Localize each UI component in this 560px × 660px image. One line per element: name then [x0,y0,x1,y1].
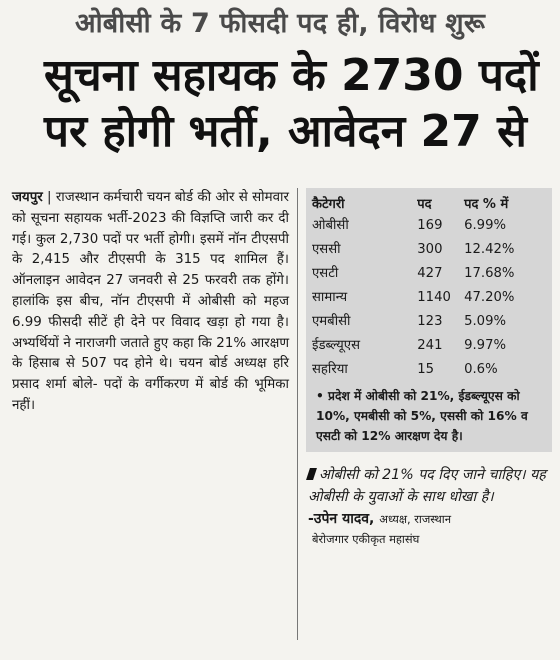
quote-name: -उपेन यादव, [308,511,375,527]
posts-cell: 241 [417,338,443,353]
table-header-row [312,192,546,214]
quote-marker-icon [306,468,317,480]
table-row [312,334,546,358]
table-row [312,310,546,334]
posts-cell: 123 [417,314,443,329]
percent-cell: 12.42% [464,242,515,257]
headline-line-2: पर होगी भर्ती, आवेदन 27 से [44,106,527,157]
main-headline [12,48,548,160]
category-cell: ईडब्ल्यूएस [312,338,360,353]
percent-cell: 9.97% [464,338,506,353]
table-row [312,262,546,286]
percent-cell: 47.20% [464,290,515,305]
article-body [12,188,289,417]
article-text: राजस्थान कर्मचारी चयन बोर्ड की ओर से सोमवार को सूचना सहायक भर्ती-2023 की विज्ञप्ति जारी कर दी गई। कुल 2,730 पदों पर भर्ती होगी। इसमें नॉन टीएसपी के 2,415 और टीएसपी के 315 पद शामिल हैं। ऑनलाइन आवेदन 27 जनवरी से 25 फरवरी तक होंगे। हालांकि इस बीच, नॉन टीएसपी में ओबीसी को महज 6.99 फीसदी सीटें ही देने पर विवाद खड़ा हो गया है। अभ्यर्थियों ने नाराजगी जताते हुए कहा कि 21% आरक्षण के हिसाब से 507 पद होने थे। चयन बोर्ड अध्यक्ष हरि प्रसाद शर्मा बोले- पदों के वर्गीकरण में बोर्ड की भूमिका नहीं। [12,190,289,413]
header-posts: पद [417,197,432,212]
quote-organization: बेरोजगार एकीकृत महासंघ [312,532,420,546]
quote-role: अध्यक्ष, राजस्थान [379,512,452,526]
quote-text-line [308,464,552,508]
percent-cell: 5.09% [464,314,506,329]
quote-attribution [308,508,552,530]
posts-cell: 169 [417,218,443,233]
dateline-separator: | [42,190,56,205]
percent-cell: 0.6% [464,362,498,377]
category-cell: एमबीसी [312,314,351,329]
posts-cell: 15 [417,362,435,377]
kicker-headline: ओबीसी के 7 फीसदी पद ही, विरोध शुरू [74,8,486,39]
category-table-box [306,188,552,452]
percent-cell: 6.99% [464,218,506,233]
category-cell: सामान्य [312,290,348,305]
posts-cell: 300 [417,242,443,257]
article-columns [12,188,552,640]
category-cell: एसटी [312,266,339,281]
reservation-note: • प्रदेश में ओबीसी को 21%, ईडब्ल्यूएस को 10%, एमबीसी को 5%, एससी को 16% व एसटी को 12% आरक्षण देय है। [316,389,528,443]
category-cell: ओबीसी [312,218,349,233]
category-cell: एससी [312,242,341,257]
table-row [312,286,546,310]
dateline: जयपुर [12,190,43,205]
table-row [312,238,546,262]
category-cell: सहरिया [312,362,348,377]
sidebar-column [298,188,552,640]
table-row [312,358,546,382]
percent-cell: 17.68% [464,266,515,281]
posts-cell: 427 [417,266,443,281]
quote-block [306,464,552,548]
headline-line-1: सूचना सहायक के 2730 पदों [44,50,539,101]
category-table [312,192,546,382]
header-category: कैटेगरी [312,197,345,212]
article-body-column [12,188,298,640]
header-percent: पद % में [464,197,509,212]
table-row [312,214,546,238]
posts-cell: 1140 [417,290,451,305]
quote-text: ओबीसी को 21% पद दिए जाने चाहिए। यह ओबीसी के युवाओं के साथ धोखा है। [308,467,546,505]
